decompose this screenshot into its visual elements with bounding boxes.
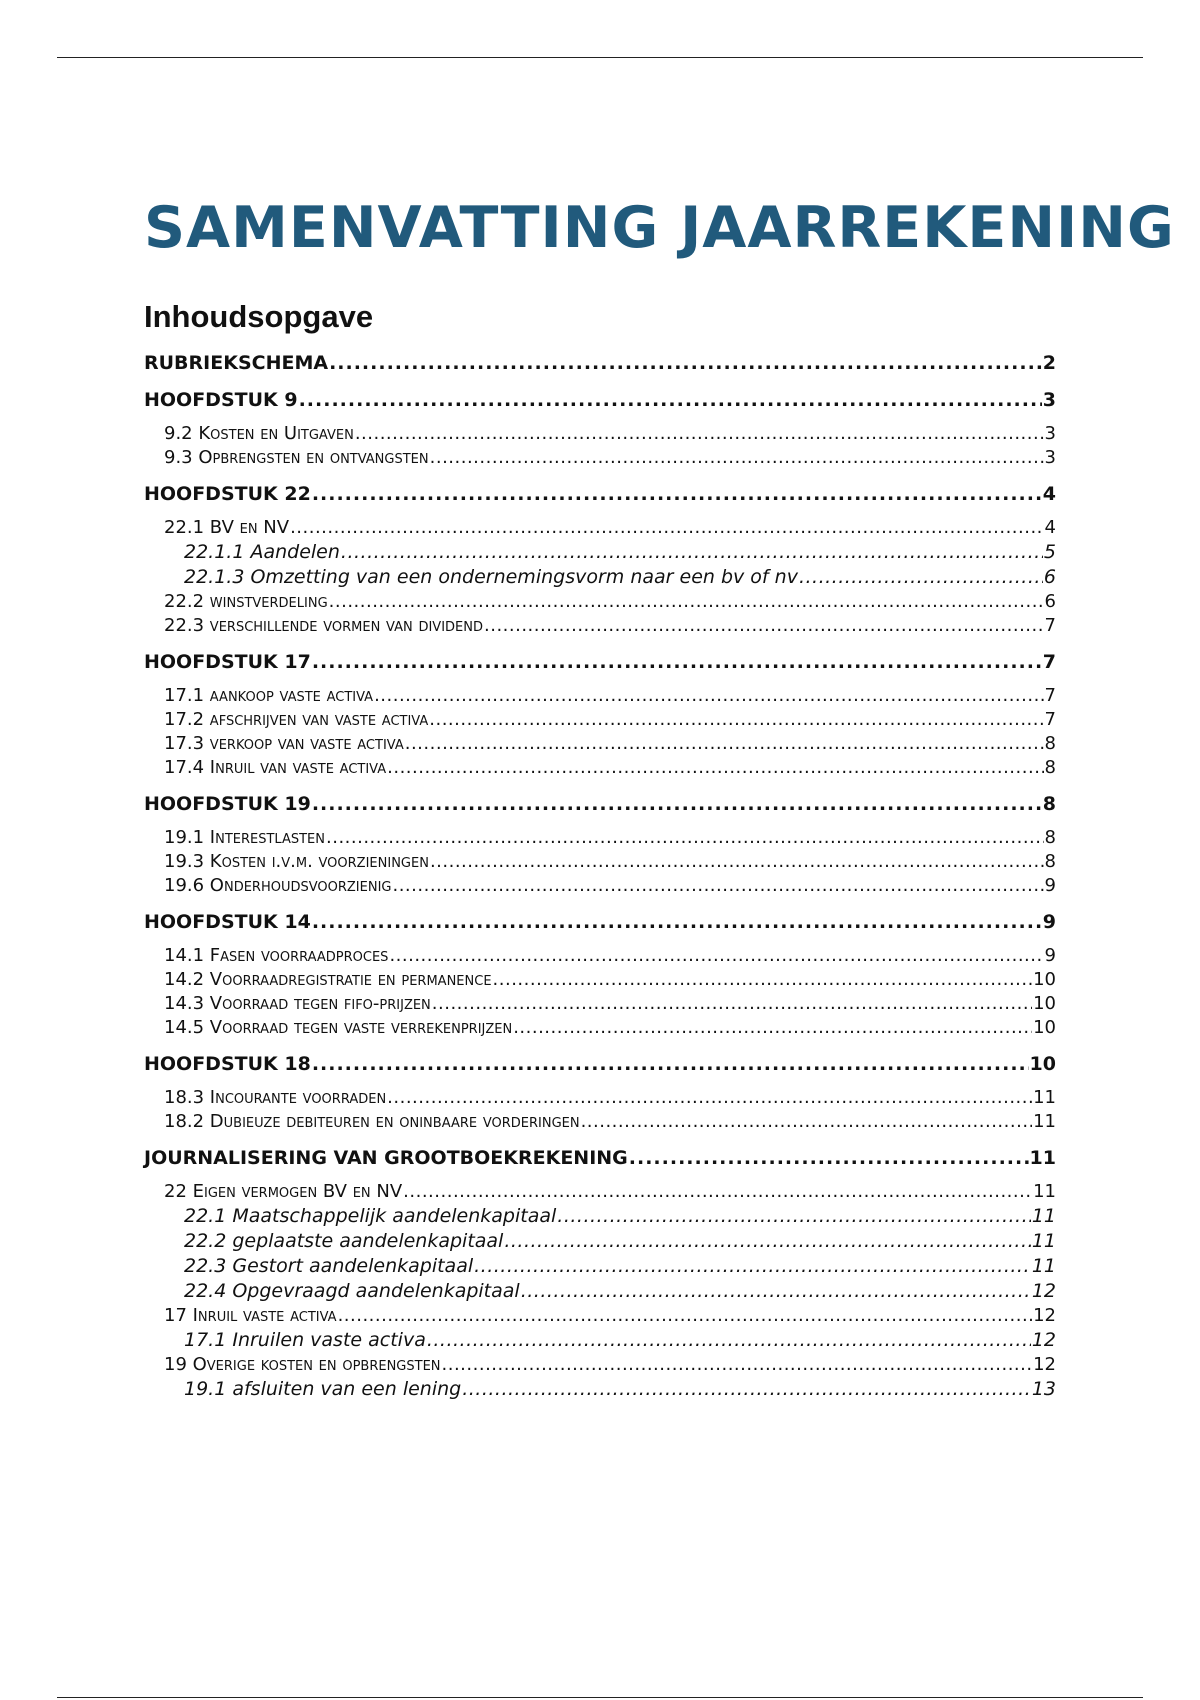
toc-dot-leader	[474, 1255, 1031, 1277]
toc-page-number: 6	[1043, 566, 1056, 588]
toc-dot-leader	[430, 851, 1044, 872]
toc-dot-leader	[430, 447, 1044, 468]
toc-page-number: 10	[1029, 1053, 1056, 1075]
toc-dot-leader	[312, 483, 1042, 505]
table-of-contents	[144, 352, 1056, 1400]
toc-page-number: 9	[1044, 875, 1056, 896]
toc-page-number: 2	[1042, 352, 1056, 374]
toc-page-number: 13	[1031, 1378, 1056, 1400]
toc-dot-leader	[557, 1205, 1031, 1227]
toc-dot-leader	[387, 757, 1043, 778]
toc-entry-title: 19.3 Kosten i.v.m. voorzieningen	[164, 851, 429, 872]
toc-page-number: 8	[1044, 851, 1056, 872]
toc-dot-leader	[427, 1329, 1031, 1351]
toc-entry-level-2[interactable]	[144, 447, 1056, 468]
document-page	[144, 195, 1175, 1403]
toc-entry-title: 17.2 afschrijven van vaste activa	[164, 709, 429, 730]
toc-page-number: 12	[1033, 1354, 1056, 1375]
toc-dot-leader	[312, 651, 1042, 673]
toc-page-number: 3	[1042, 389, 1056, 411]
toc-entry-level-2[interactable]	[144, 517, 1056, 538]
toc-entry-level-3[interactable]	[144, 566, 1056, 588]
toc-dot-leader	[432, 993, 1032, 1014]
toc-entry-title: 19.6 Onderhoudsvoorzienig	[164, 875, 392, 896]
toc-page-number: 11	[1031, 1255, 1056, 1277]
toc-page-number: 7	[1044, 709, 1056, 730]
toc-entry-title: 22.2 winstverdeling	[164, 591, 328, 612]
toc-entry-title: 18.3 Incourante voorraden	[164, 1087, 387, 1108]
toc-page-number: 11	[1033, 1087, 1056, 1108]
toc-entry-level-2[interactable]	[144, 423, 1056, 444]
toc-heading: Inhoudsopgave	[144, 299, 374, 334]
toc-dot-leader	[389, 945, 1043, 966]
toc-entry-title: 22 Eigen vermogen BV en NV	[164, 1181, 403, 1202]
toc-entry-title: 17 Inruil vaste activa	[164, 1305, 337, 1326]
toc-dot-leader	[392, 875, 1043, 896]
toc-page-number: 9	[1044, 945, 1056, 966]
toc-entry-title: HOOFDSTUK 14	[144, 911, 311, 933]
toc-entry-level-2[interactable]	[144, 615, 1056, 636]
toc-dot-leader	[405, 733, 1044, 754]
toc-entry-title: HOOFDSTUK 17	[144, 651, 311, 673]
toc-page-number: 11	[1031, 1230, 1056, 1252]
toc-entry-level-2[interactable]	[144, 851, 1056, 872]
toc-dot-leader	[629, 1147, 1029, 1169]
toc-page-number: 5	[1043, 541, 1056, 563]
toc-page-number: 4	[1044, 517, 1056, 538]
toc-entry-level-2[interactable]	[144, 1181, 1056, 1202]
toc-entry-title: 19 Overige kosten en opbrengsten	[164, 1354, 441, 1375]
toc-page-number: 8	[1042, 793, 1056, 815]
toc-entry-level-3[interactable]	[144, 1329, 1056, 1351]
toc-dot-leader	[484, 615, 1044, 636]
toc-dot-leader	[799, 566, 1043, 588]
toc-entry-level-1[interactable]	[144, 911, 1056, 933]
toc-dot-leader	[442, 1354, 1033, 1375]
toc-entry-level-3[interactable]	[144, 1280, 1056, 1302]
toc-entry-level-2[interactable]	[144, 1111, 1056, 1132]
toc-entry-title: 14.2 Voorraadregistratie en permanence	[164, 969, 492, 990]
toc-entry-level-2[interactable]	[144, 591, 1056, 612]
toc-entry-title: 14.3 Voorraad tegen fifo-prijzen	[164, 993, 431, 1014]
toc-page-number: 10	[1033, 969, 1056, 990]
toc-entry-title: 9.2 Kosten en Uitgaven	[164, 423, 354, 444]
toc-entry-level-1[interactable]	[144, 389, 1056, 411]
toc-dot-leader	[462, 1378, 1031, 1400]
toc-dot-leader	[329, 591, 1044, 612]
toc-entry-title: HOOFDSTUK 19	[144, 793, 311, 815]
toc-entry-title: 19.1 Interestlasten	[164, 827, 325, 848]
toc-dot-leader	[290, 517, 1043, 538]
toc-entry-level-1[interactable]	[144, 352, 1056, 374]
toc-entry-level-2[interactable]	[144, 685, 1056, 706]
toc-entry-title: JOURNALISERING VAN GROOTBOEKREKENING	[144, 1147, 628, 1169]
toc-entry-level-2[interactable]	[144, 1305, 1056, 1326]
toc-page-number: 12	[1031, 1329, 1056, 1351]
toc-entry-level-2[interactable]	[144, 875, 1056, 896]
toc-page-number: 6	[1044, 591, 1056, 612]
toc-entry-title: 17.1 Inruilen vaste activa	[184, 1329, 426, 1351]
toc-dot-leader	[341, 541, 1043, 563]
toc-page-number: 7	[1042, 651, 1056, 673]
toc-entry-level-1[interactable]	[144, 483, 1056, 505]
toc-dot-leader	[521, 1280, 1031, 1302]
toc-entry-title: 17.4 Inruil van vaste activa	[164, 757, 387, 778]
toc-entry-title: HOOFDSTUK 9	[144, 389, 298, 411]
toc-entry-title: HOOFDSTUK 22	[144, 483, 311, 505]
toc-entry-title: HOOFDSTUK 18	[144, 1053, 311, 1075]
toc-dot-leader	[374, 685, 1043, 706]
toc-dot-leader	[312, 1053, 1029, 1075]
toc-dot-leader	[312, 793, 1042, 815]
toc-page-number: 11	[1029, 1147, 1056, 1169]
toc-entry-title: 22.3 Gestort aandelenkapitaal	[184, 1255, 474, 1277]
toc-entry-title: 18.2 Dubieuze debiteuren en oninbaare vorderingen	[164, 1111, 580, 1132]
toc-dot-leader	[403, 1181, 1032, 1202]
toc-entry-level-2[interactable]	[144, 993, 1056, 1014]
footer-rule	[57, 1697, 1143, 1698]
toc-entry-title: 14.5 Voorraad tegen vaste verrekenprijzen	[164, 1017, 513, 1038]
toc-page-number: 8	[1044, 827, 1056, 848]
toc-entry-level-1[interactable]	[144, 1053, 1056, 1075]
toc-entry-level-3[interactable]	[144, 541, 1056, 563]
toc-entry-level-3[interactable]	[144, 1378, 1056, 1400]
toc-page-number: 11	[1031, 1205, 1056, 1227]
toc-entry-title: 22.2 geplaatste aandelenkapitaal	[184, 1230, 504, 1252]
toc-entry-title: 22.1.1 Aandelen	[184, 541, 340, 563]
toc-entry-level-1[interactable]	[144, 651, 1056, 673]
toc-entry-title: 17.3 verkoop van vaste activa	[164, 733, 404, 754]
toc-entry-level-2[interactable]	[144, 945, 1056, 966]
toc-entry-level-2[interactable]	[144, 709, 1056, 730]
toc-page-number: 3	[1044, 423, 1056, 444]
document-title: SAMENVATTING JAARREKENING	[144, 195, 1175, 261]
toc-entry-level-1[interactable]	[144, 1147, 1056, 1169]
toc-page-number: 12	[1031, 1280, 1056, 1302]
toc-page-number: 10	[1033, 993, 1056, 1014]
toc-dot-leader	[355, 423, 1044, 444]
toc-entry-level-2[interactable]	[144, 1087, 1056, 1108]
toc-dot-leader	[493, 969, 1033, 990]
toc-entry-title: 17.1 aankoop vaste activa	[164, 685, 374, 706]
toc-entry-title: RUBRIEKSCHEMA	[144, 352, 329, 374]
toc-entry-title: 22.1 Maatschappelijk aandelenkapitaal	[184, 1205, 557, 1227]
toc-entry-title: 19.1 afsluiten van een lening	[184, 1378, 462, 1400]
toc-entry-level-2[interactable]	[144, 827, 1056, 848]
toc-dot-leader	[504, 1230, 1030, 1252]
toc-page-number: 7	[1044, 615, 1056, 636]
toc-dot-leader	[326, 827, 1044, 848]
toc-dot-leader	[299, 389, 1042, 411]
toc-entry-title: 22.3 verschillende vormen van dividend	[164, 615, 483, 636]
toc-dot-leader	[513, 1017, 1032, 1038]
toc-page-number: 12	[1033, 1305, 1056, 1326]
toc-entry-title: 9.3 Opbrengsten en ontvangsten	[164, 447, 429, 468]
toc-entry-level-1[interactable]	[144, 793, 1056, 815]
toc-entry-level-3[interactable]	[144, 1205, 1056, 1227]
toc-page-number: 7	[1044, 685, 1056, 706]
toc-entry-level-2[interactable]	[144, 1017, 1056, 1038]
toc-entry-title: 22.1.3 Omzetting van een ondernemingsvorm naar een bv of nv	[184, 566, 798, 588]
toc-page-number: 9	[1042, 911, 1056, 933]
toc-dot-leader	[329, 352, 1042, 374]
toc-page-number: 11	[1033, 1111, 1056, 1132]
toc-page-number: 8	[1044, 733, 1056, 754]
toc-dot-leader	[581, 1111, 1033, 1132]
toc-dot-leader	[312, 911, 1042, 933]
toc-entry-level-2[interactable]	[144, 969, 1056, 990]
toc-entry-level-3[interactable]	[144, 1230, 1056, 1252]
toc-page-number: 10	[1033, 1017, 1056, 1038]
header-rule	[57, 57, 1143, 58]
toc-page-number: 8	[1044, 757, 1056, 778]
toc-dot-leader	[429, 709, 1043, 730]
toc-entry-level-2[interactable]	[144, 1354, 1056, 1375]
toc-dot-leader	[338, 1305, 1033, 1326]
toc-page-number: 11	[1033, 1181, 1056, 1202]
toc-entry-level-3[interactable]	[144, 1255, 1056, 1277]
toc-page-number: 3	[1044, 447, 1056, 468]
toc-entry-level-2[interactable]	[144, 733, 1056, 754]
toc-dot-leader	[387, 1087, 1032, 1108]
toc-entry-level-2[interactable]	[144, 757, 1056, 778]
toc-entry-title: 22.1 BV en NV	[164, 517, 290, 538]
toc-page-number: 4	[1042, 483, 1056, 505]
toc-entry-title: 14.1 Fasen voorraadproces	[164, 945, 389, 966]
toc-entry-title: 22.4 Opgevraagd aandelenkapitaal	[184, 1280, 520, 1302]
